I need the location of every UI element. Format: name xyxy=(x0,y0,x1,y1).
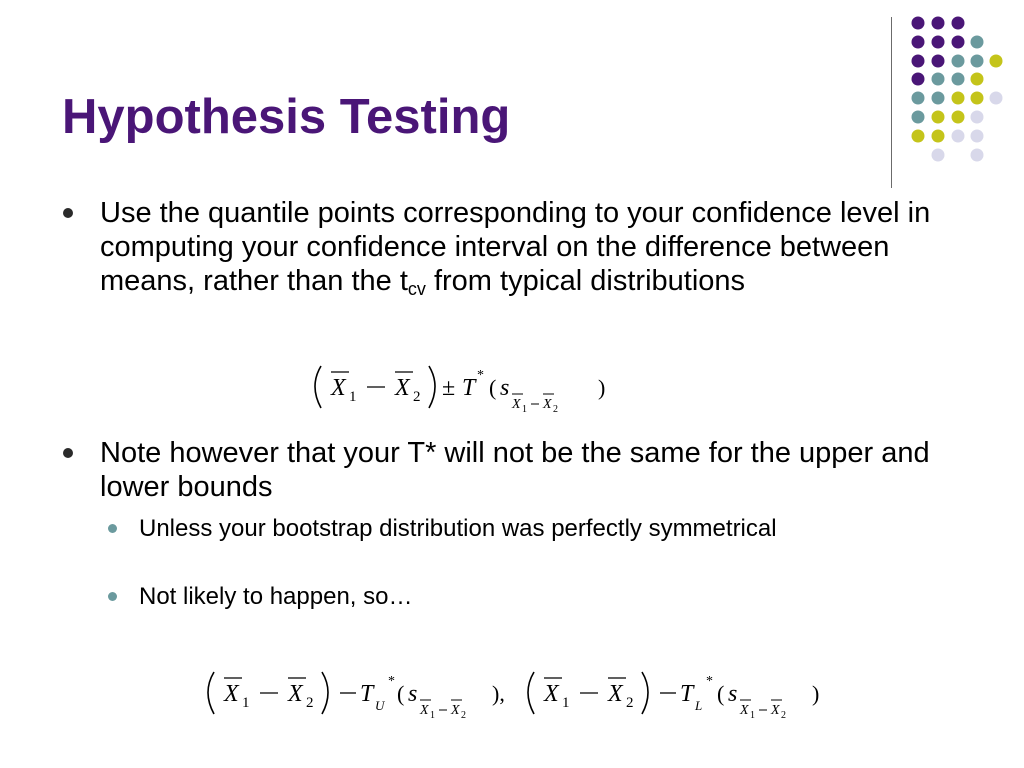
svg-text:2: 2 xyxy=(461,710,466,721)
svg-text:X: X xyxy=(224,681,239,707)
dot xyxy=(932,149,945,162)
bullet-item xyxy=(100,436,950,504)
svg-text:2: 2 xyxy=(781,710,786,721)
subscript-cv: cv xyxy=(407,279,426,299)
dot xyxy=(952,73,965,86)
svg-text:s: s xyxy=(408,681,418,707)
svg-text:1: 1 xyxy=(562,695,570,711)
svg-text:(: ( xyxy=(489,375,497,400)
bullet-item xyxy=(100,196,950,298)
dot xyxy=(971,111,984,124)
svg-text:(: ( xyxy=(717,681,725,706)
svg-text:X: X xyxy=(740,703,749,718)
dot xyxy=(932,36,945,49)
bullet-dot-icon xyxy=(63,448,73,458)
subbullet-text: Unless your bootstrap distribution was perfectly symmetrical xyxy=(139,515,777,542)
svg-text:*: * xyxy=(388,674,395,689)
svg-text:X: X xyxy=(451,703,460,718)
dot xyxy=(952,130,965,143)
dot xyxy=(971,92,984,105)
dot xyxy=(932,73,945,86)
dot xyxy=(932,111,945,124)
svg-text:±: ± xyxy=(442,375,456,401)
svg-text:U: U xyxy=(375,698,385,713)
dot xyxy=(912,92,925,105)
bullet-text: Use the quantile points corresponding to your confidence level in computing your confidence interval on the difference between means, rather than the $t_{cv}$ from typical distributions xyxy=(100,197,931,299)
svg-text:T: T xyxy=(360,681,374,707)
svg-text:1: 1 xyxy=(430,710,435,721)
subbullet-item xyxy=(139,582,919,611)
svg-text:1: 1 xyxy=(522,404,527,415)
svg-text:s: s xyxy=(728,681,738,707)
svg-text:X: X xyxy=(288,681,303,707)
formula-image xyxy=(200,668,830,724)
svg-text:X: X xyxy=(395,375,410,401)
dot xyxy=(912,55,925,68)
svg-text:1: 1 xyxy=(242,695,250,711)
svg-text:X: X xyxy=(544,681,559,707)
svg-text:s: s xyxy=(500,375,510,401)
dot xyxy=(912,111,925,124)
svg-text:),: ), xyxy=(492,681,505,706)
dot xyxy=(932,55,945,68)
dot xyxy=(912,17,925,30)
dot xyxy=(971,55,984,68)
formula-upper-lower-bounds xyxy=(200,668,830,729)
dot xyxy=(952,111,965,124)
dot xyxy=(932,92,945,105)
dot xyxy=(932,130,945,143)
dot xyxy=(952,92,965,105)
svg-text:T: T xyxy=(680,681,694,707)
svg-text:2: 2 xyxy=(306,695,314,711)
bullet-text: Note however that your T* will not be the same for the upper and lower bounds xyxy=(100,437,930,503)
dot xyxy=(912,130,925,143)
subbullet-dot-icon xyxy=(108,592,117,601)
slide-title: Hypothesis Testing xyxy=(62,90,511,144)
subbullet-text: Not likely to happen, so… xyxy=(139,583,413,610)
svg-text:): ) xyxy=(598,375,606,400)
formula-confidence-interval xyxy=(305,362,625,423)
dot xyxy=(971,36,984,49)
svg-text:X: X xyxy=(771,703,780,718)
svg-text:2: 2 xyxy=(626,695,634,711)
svg-text:X: X xyxy=(512,397,521,412)
svg-text:X: X xyxy=(543,397,552,412)
dot xyxy=(932,17,945,30)
svg-text:2: 2 xyxy=(553,404,558,415)
dot xyxy=(912,73,925,86)
svg-text:L: L xyxy=(695,698,703,713)
svg-text:2: 2 xyxy=(413,389,421,405)
svg-text:T: T xyxy=(462,375,476,401)
svg-text:*: * xyxy=(706,674,713,689)
svg-text:X: X xyxy=(420,703,429,718)
dot xyxy=(912,36,925,49)
divider-line xyxy=(891,17,892,188)
dot xyxy=(971,130,984,143)
dot xyxy=(990,55,1003,68)
dot xyxy=(971,149,984,162)
subbullet-dot-icon xyxy=(108,524,117,533)
svg-text:1: 1 xyxy=(750,710,755,721)
svg-text:X: X xyxy=(608,681,623,707)
dot xyxy=(952,36,965,49)
dot xyxy=(952,55,965,68)
svg-text:*: * xyxy=(477,368,484,383)
dot xyxy=(971,73,984,86)
subbullet-item xyxy=(139,514,919,543)
svg-text:(: ( xyxy=(397,681,405,706)
dot xyxy=(952,17,965,30)
svg-text:1: 1 xyxy=(349,389,357,405)
formula-image xyxy=(305,362,625,418)
dot xyxy=(990,92,1003,105)
bullet-dot-icon xyxy=(63,208,73,218)
svg-text:X: X xyxy=(331,375,346,401)
svg-text:): ) xyxy=(812,681,820,706)
